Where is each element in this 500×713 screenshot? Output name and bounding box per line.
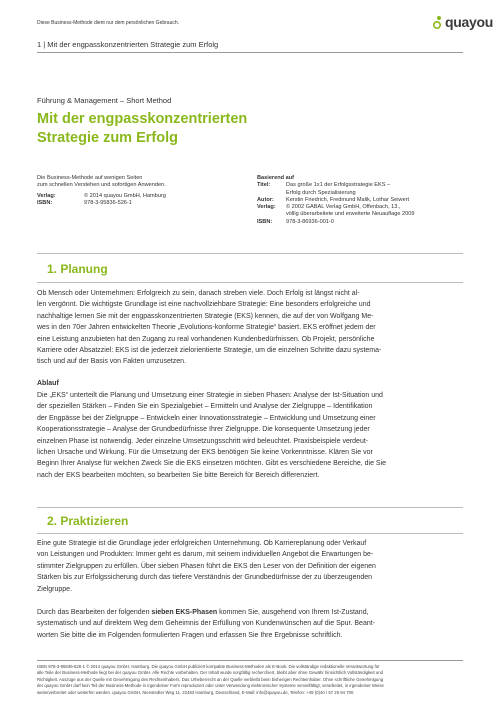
text-line: lichen Ursache und Wirkung. Für die Umsetzung der EKS benötigen Sie keine Vorkenntnisse. Klären Sie vor <box>37 449 373 457</box>
section1-paragraph <box>37 288 463 368</box>
source-heading: Basierend auf <box>257 175 294 181</box>
text-line: Karriere oder Absatzziel: EKS ist die jederzeit zielorientierte Strategie, um die einzelnen Schritte dazu systema- <box>37 347 382 355</box>
text-line: der Engpässe bei der Zielgruppe – Entwickeln einer Innovationsstrategie – Entwicklung und Umsetzung einer <box>37 414 376 422</box>
title-line: Strategie zum Erfolg <box>37 130 178 146</box>
meta-key: ISBN: <box>37 200 53 207</box>
text-line: Ob Mensch oder Unternehmen: Erfolgreich zu sein, danach streben viele. Doch Erfolg ist längst nicht al- <box>37 290 360 297</box>
text-run: Durch das Bearbeiten der folgenden <box>37 609 152 616</box>
meta-line: © 2002 GABAL Verlag GmbH, Offenbach, 13., <box>286 204 401 211</box>
title-line: Mit der engpasskonzentrierten <box>37 111 248 127</box>
meta-line: völlig überarbeitete und erweiterte Neuauflage 2009 <box>286 211 415 218</box>
meta-value <box>286 204 414 219</box>
intro-text <box>37 175 166 190</box>
footer-line: weiterverbreitet oder weiterhin werden. quayou GmbH, Nienstedter Weg 11, 22453 Hamburg, Deutschland, E-Mail: info@quayou.de, Telefon: +49 (0)40 / 57 25 94 700 <box>37 689 354 695</box>
quayou-logo <box>433 14 493 30</box>
text-line: Die „EKS“ unterteilt die Planung und Umsetzung einer Strategie in sieben Phasen: Analyse der Ist-Situation und <box>37 392 383 399</box>
text-line: Eine gute Strategie ist die Grundlage jeder erfolgreichen Unternehmung. Ob Karriereplanung oder Verkauf <box>37 540 367 547</box>
text-line: tisch und auf der Basis von Fakten umzusetzen. <box>37 358 187 366</box>
meta-row <box>37 200 166 207</box>
intro-line: Die Business-Methode auf wenigen Seiten <box>37 175 143 181</box>
footer-line: der quayou GmbH darf kein Teil der Business-Methode in irgendeiner Form reproduziert oder unter Verwendung elektronischer Systeme vervielfältigt, verarbeitet, in irgendeiner Weise <box>37 683 384 689</box>
section-divider <box>37 282 463 283</box>
emphasis-text: sieben EKS-Phasen <box>151 609 218 616</box>
text-line <box>37 607 463 618</box>
meta-line: Das große 1x1 der Erfolgsstrategie EKS – <box>286 182 391 189</box>
source-meta <box>257 175 414 226</box>
meta-line: Erfolg durch Spezialisierung <box>286 189 356 196</box>
meta-row <box>257 204 414 219</box>
meta-row <box>37 193 166 200</box>
text-line: einzelnen Phase ist notwendig. Jeder einzelne Umsetzungsschritt wird beleuchtet. Praxisbeispiele verdeut- <box>37 437 369 445</box>
text-line: worten Sie bitte die im Folgenden formulierten Fragen und erfassen Sie Ihre Ergebnisse schriftlich. <box>37 631 343 639</box>
footer-line: Richtigkeit. Auszüge aus der Quelle mit Genehmigung des Rechteinhabers. Das Urheberrecht an der Quelle verbleibt beim bisherigen Rechteinhaber. Ohne schriftliche Genehmigung <box>37 676 384 682</box>
text-line: von Leistungen und Produkten: Immer geht es darum, mit seinem individuellen Angebot die Erwartungen be- <box>37 551 374 559</box>
text-line: nachhaltige lernen Sie mit der engpasskonzentrierten Strategie (EKS) kennen, die auf der von Wolfgang Me- <box>37 312 374 320</box>
text-line: der speziellen Stärken – Finden Sie ein Spezialgebiet – Ermitteln und Analyse der Zielgruppe – Identifikation <box>37 403 373 411</box>
section-divider <box>37 253 463 254</box>
section2-paragraph <box>37 538 463 595</box>
logo-wordmark: quayou <box>445 14 493 30</box>
text-line: Beginn Ihrer Analyse für welchen Zweck Sie die EKS einsetzen möchten. Gibt es verschiedene Bereiche, die Sie <box>37 460 387 468</box>
footer-legal <box>37 664 463 696</box>
section-heading-praktizieren: 2. Praktizieren <box>47 514 129 528</box>
text-line: systematisch und auf direktem Weg dem Geheimnis der Erfüllung von Kundenwünschen auf die Spur. Beant- <box>37 620 376 628</box>
document-title <box>37 110 247 148</box>
intro-line: zum schnellen Verstehen und sofortigen Anwenden. <box>37 182 166 189</box>
section-divider <box>37 533 463 534</box>
meta-value: 978-3-95836-526-1 <box>84 200 132 207</box>
text-line: Stärken bis zur Erfolgssicherung durch das tiefere Verständnis der Grundbedürfnisse der zu überzeugenden <box>37 574 373 582</box>
section-heading-planung: 1. Planung <box>47 262 108 276</box>
section2-phases-paragraph <box>37 607 463 641</box>
running-title: 1 | Mit der engpasskonzentrierten Strategie zum Erfolg <box>37 40 219 49</box>
text-line: stimmter Zielgruppen zu erfüllen. Über sieben Phasen führt die EKS den Leser von der Definition der eigenen <box>37 562 376 570</box>
text-line: eine Leistung anzubieten hat den Zugang zu real vorhandenen Kundenbedürfnissen. Ob Projekt, persönliche <box>37 335 375 343</box>
text-line: nach der EKS bearbeiten möchten, so bearbeiten Sie bitte Bereich für Bereich differenziert. <box>37 471 320 479</box>
footer-divider <box>37 660 463 661</box>
publisher-meta <box>37 193 166 208</box>
text-line: Zielgruppe. <box>37 585 73 593</box>
text-line: len vergönnt. Die wichtigste Grundlage ist eine nachvollziehbare Strategie: Eine besonders erfolgreiche und <box>37 301 371 309</box>
subheading-ablauf: Ablauf <box>37 380 59 387</box>
section1-ablauf-paragraph <box>37 390 463 481</box>
section-divider <box>37 507 463 508</box>
header-divider <box>37 52 463 53</box>
footer-line: ISBN 978-3-95836-526-1 © 2014 quayou GmbH, Hamburg. Die quayou GmbH publiziert kompakte Business-Methoden als E-Book. Die vollständige redaktionelle Verantwortung für <box>37 664 380 669</box>
meta-row <box>257 219 414 226</box>
category-label: Führung & Management – Short Method <box>37 96 172 105</box>
meta-value: Kerstin Friedrich, Fredmund Malik, Lothar Seiwert <box>286 196 410 203</box>
meta-value: 978-3-86936-001-0 <box>286 218 334 225</box>
meta-key: Verlag: <box>257 204 276 211</box>
meta-key: Titel: <box>257 182 271 189</box>
text-line: Kooperationsstrategie – Analyse der Grundbedürfnisse Ihrer Zielgruppe. Die konsequente Umsetzung jeder <box>37 426 370 434</box>
meta-key: Autor: <box>257 196 274 203</box>
text-line: wes in den 70er Jahren entwickelten Theorie „Evolutions-konforme Strategie“ basiert. EKS eröffnet jedem der <box>37 324 376 332</box>
meta-value <box>286 182 390 197</box>
meta-value: © 2014 quayou GmbH, Hamburg <box>84 193 166 199</box>
meta-key: Verlag: <box>37 193 56 199</box>
meta-row <box>257 182 414 197</box>
meta-key: ISBN: <box>257 218 273 225</box>
footer-line: alle Teile der Business-Methode liegt bei der quayou GmbH. Alle Rechte vorbehalten. Der Inhalt wurde sorgfältig recherchiert, bleibt aber ohne Gewähr hinsichtlich Vollständigkeit und <box>37 670 384 676</box>
text-run: kommen Sie, ausgehend von Ihrem Ist-Zustand, <box>217 609 369 616</box>
usage-notice: Diese Business-Methode dient nur dem persönlichen Gebrauch. <box>37 20 180 26</box>
quayou-logo-icon <box>433 16 443 28</box>
